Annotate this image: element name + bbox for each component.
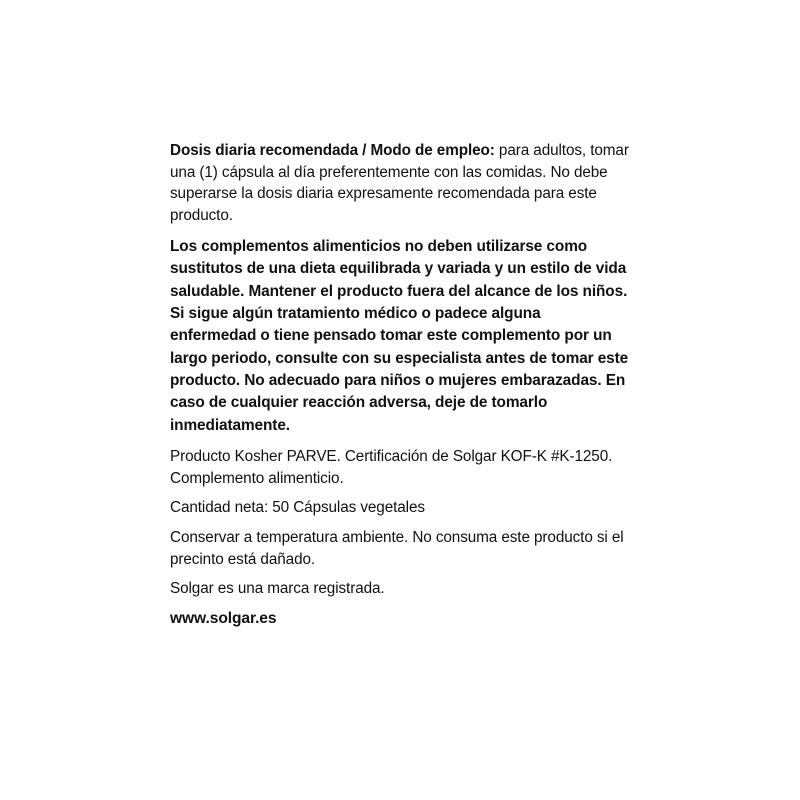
supplement-label-panel — [170, 140, 630, 630]
kosher-certification: Producto Kosher PARVE. Certificación de Solgar KOF-K #K-1250. Complemento alimenticio. — [170, 447, 613, 487]
storage-instructions: Conservar a temperatura ambiente. No consuma este producto si el precinto está dañado. — [170, 528, 624, 568]
net-quantity: Cantidad neta: 50 Cápsulas vegetales — [170, 499, 425, 517]
warning-paragraph: Los complementos alimenticios no deben utilizarse como sustitutos de una dieta equilibrada y variada y un estilo de vida saludable. Mantener el producto fuera del alcance de los niños. Si sigue algún tratamiento médico o padece alguna enfermedad o tiene pensado tomar este complemento por un largo periodo, consulte con su especialista antes de tomar este producto. No adecuado para niños o mujeres embarazadas. En caso de cualquier reacción adversa, deje de tomarlo inmediatamente. — [170, 237, 629, 434]
dosage-heading: Dosis diaria recomendada / Modo de empleo: — [170, 142, 495, 159]
dosage-paragraph — [170, 140, 630, 227]
trademark-notice: Solgar es una marca registrada. — [170, 580, 385, 598]
dosage-text: para adultos, tomar una (1) cápsula al día preferentemente con las comidas. No debe superarse la dosis diaria expresamente recomendada para este producto. — [170, 142, 629, 225]
website-link[interactable]: www.solgar.es — [170, 610, 277, 628]
